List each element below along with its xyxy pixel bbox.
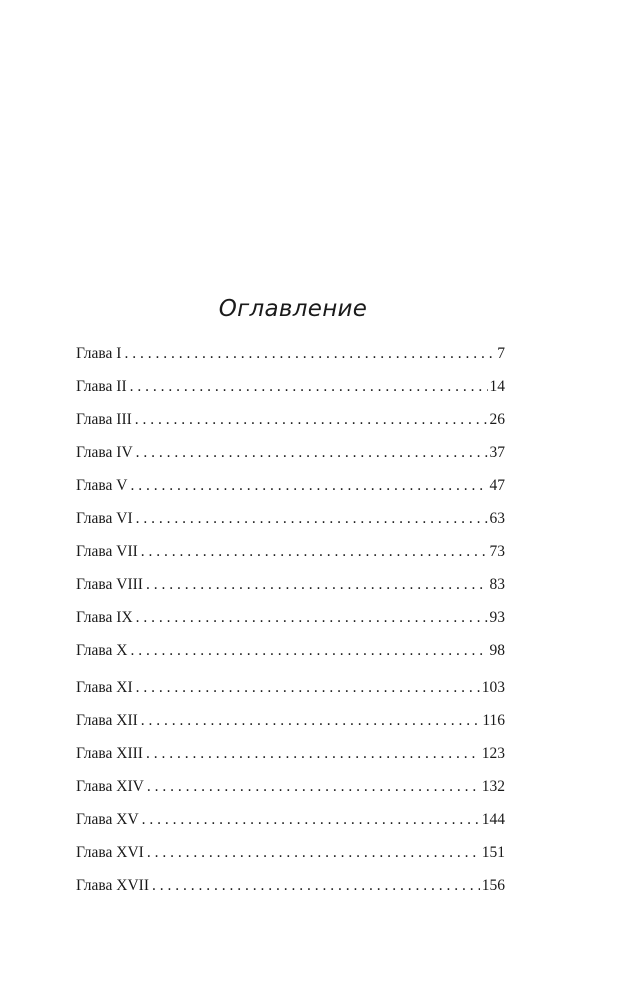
toc-entry[interactable] — [76, 409, 505, 431]
toc-entry-page-number: 156 — [481, 877, 505, 894]
toc-entry-label: Глава IX — [76, 609, 133, 626]
toc-entry-label: Глава II — [76, 378, 127, 395]
toc-entry-label: Глава XIV — [76, 778, 144, 795]
toc-entry[interactable] — [76, 508, 505, 530]
toc-entry[interactable] — [76, 809, 505, 831]
toc-entry[interactable] — [76, 842, 505, 864]
toc-title: Оглавление — [218, 296, 368, 322]
toc-dot-leader — [136, 607, 488, 629]
toc-entry-page-number: 73 — [489, 543, 505, 560]
toc-entry-label: Глава XV — [76, 811, 139, 828]
toc-dot-leader — [136, 677, 480, 699]
toc-dot-leader — [152, 875, 480, 897]
toc-entry-label: Глава VII — [76, 543, 138, 560]
toc-entry-label: Глава III — [76, 411, 132, 428]
toc-entry-page-number: 103 — [481, 679, 505, 696]
toc-entry[interactable] — [76, 640, 505, 662]
toc-dot-leader — [135, 409, 488, 431]
toc-dot-leader — [147, 776, 480, 798]
toc-entry-page-number: 14 — [489, 378, 505, 395]
toc-dot-leader — [141, 710, 481, 732]
toc-entry[interactable] — [76, 541, 505, 563]
toc-entry[interactable] — [76, 574, 505, 596]
toc-dot-leader — [141, 541, 488, 563]
toc-entry[interactable] — [76, 710, 505, 732]
toc-entry-label: Глава XII — [76, 712, 138, 729]
toc-entry-page-number: 132 — [481, 778, 505, 795]
toc-dot-leader — [136, 442, 488, 464]
toc-entry-page-number: 98 — [489, 642, 505, 659]
toc-dot-leader — [146, 574, 488, 596]
toc-entry[interactable] — [76, 677, 505, 699]
toc-dot-leader — [146, 743, 480, 765]
toc-entry-page-number: 26 — [489, 411, 505, 428]
toc-entry[interactable] — [76, 875, 505, 897]
toc-entry-label: Глава VI — [76, 510, 133, 527]
toc-entry[interactable] — [76, 343, 505, 365]
toc-entry-page-number: 7 — [497, 345, 505, 362]
toc-entry-label: Глава X — [76, 642, 128, 659]
toc-entry-page-number: 151 — [481, 844, 505, 861]
toc-entry-label: Глава XVII — [76, 877, 149, 894]
toc-dot-leader — [130, 376, 488, 398]
toc-entry-page-number: 93 — [489, 609, 505, 626]
toc-entry-label: Глава IV — [76, 444, 133, 461]
toc-dot-leader — [130, 640, 487, 662]
toc-entry-label: Глава V — [76, 477, 128, 494]
toc-entry-page-number: 63 — [489, 510, 505, 527]
toc-entry-label: Глава I — [76, 345, 122, 362]
toc-entry-page-number: 47 — [489, 477, 505, 494]
toc-dot-leader — [142, 809, 480, 831]
toc-entry-page-number: 83 — [489, 576, 505, 593]
toc-entry-label: Глава VIII — [76, 576, 143, 593]
toc-entry-label: Глава XVI — [76, 844, 144, 861]
toc-entry-page-number: 123 — [481, 745, 505, 762]
toc-entry[interactable] — [76, 607, 505, 629]
toc-entry[interactable] — [76, 776, 505, 798]
toc-entry-page-number: 116 — [482, 712, 505, 729]
toc-dot-leader — [136, 508, 488, 530]
toc-dot-leader — [130, 475, 487, 497]
toc-entry[interactable] — [76, 475, 505, 497]
toc-entry-label: Глава XIII — [76, 745, 143, 762]
toc-entry[interactable] — [76, 743, 505, 765]
toc-entry[interactable] — [76, 442, 505, 464]
toc-entry[interactable] — [76, 376, 505, 398]
toc-dot-leader — [124, 343, 495, 365]
toc-entry-label: Глава XI — [76, 679, 133, 696]
toc-entry-page-number: 144 — [481, 811, 505, 828]
toc-dot-leader — [147, 842, 480, 864]
toc-entry-page-number: 37 — [489, 444, 505, 461]
